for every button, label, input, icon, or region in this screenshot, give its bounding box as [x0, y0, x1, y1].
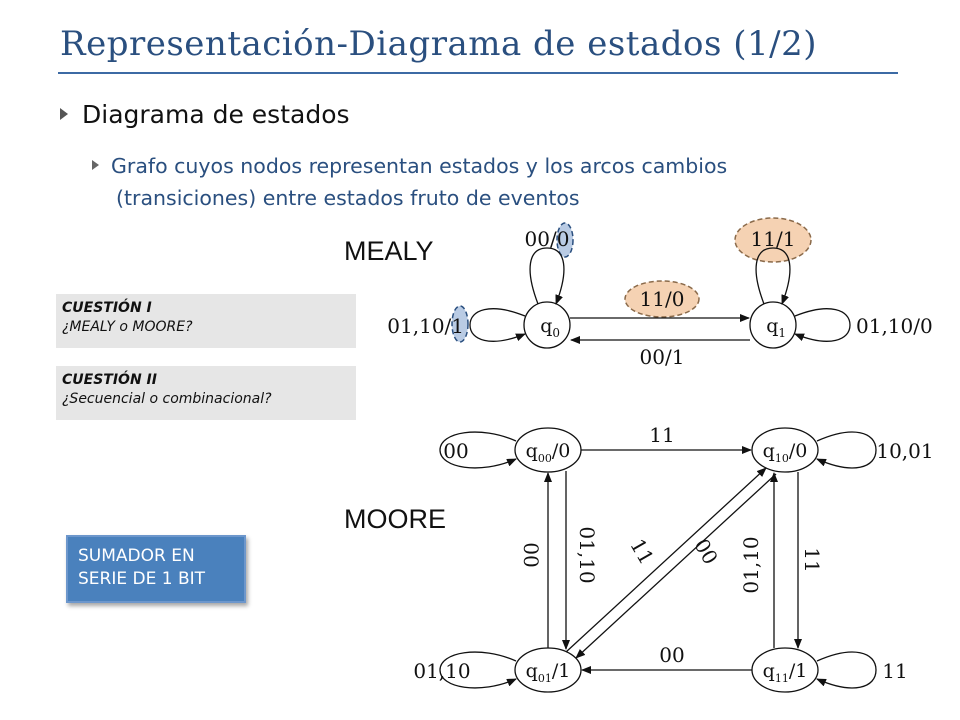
moore-q10-q11-label: 11 — [800, 547, 824, 573]
sumador-line1: SUMADOR EN — [78, 546, 195, 566]
bullet-main-text: Diagrama de estados — [82, 100, 350, 129]
moore-q10-self-label: 10,01 — [876, 439, 934, 463]
loop-q0-top — [530, 248, 564, 304]
moore-label: MOORE — [344, 504, 447, 534]
mealy-q1-self-top-label: 11/1 — [750, 227, 796, 251]
state-q10-label: $q_{10}/0$ — [762, 440, 808, 465]
mealy-q1-q0-label: 00/1 — [639, 345, 685, 369]
moore-q00-self-label: 00 — [443, 439, 469, 463]
mealy-q1-self-right-label: 01,10/0 — [856, 314, 933, 338]
bullet-sub-line2: (transiciones) entre estados fruto de eventos — [116, 186, 580, 210]
loop-q1-right — [795, 309, 850, 342]
slide-title: Representación-Diagrama de estados (1/2) — [60, 24, 817, 64]
loop-q10 — [817, 432, 876, 468]
mealy-q0-self-left-label: 01,10/1 — [387, 314, 464, 338]
moore-q11-q10-label: 01,10 — [739, 536, 763, 594]
mealy-q0-self-top-label: 00/0 — [524, 227, 570, 251]
mealy-label: MEALY — [344, 236, 434, 266]
state-q00-label: $q_{00}/0$ — [525, 440, 571, 465]
moore-q00-q01-label: 01,10 — [575, 526, 599, 584]
moore-q01-q10-label: 11 — [625, 534, 659, 569]
sumador-line2: SERIE DE 1 BIT — [78, 569, 206, 589]
moore-q10-q01-label: 00 — [689, 534, 723, 569]
moore-q11-self-label: 11 — [882, 659, 908, 683]
moore-q11-q01-label: 00 — [659, 643, 685, 667]
loop-q11 — [817, 652, 876, 688]
bullet-sub-line1: Grafo cuyos nodos representan estados y los arcos cambios — [111, 154, 728, 178]
question-text: ¿MEALY o MOORE? — [62, 319, 193, 335]
state-q1-label: $q_1$ — [766, 315, 786, 340]
loop-q0-left — [470, 309, 525, 342]
state-q01-label: $q_{01}/1$ — [525, 660, 571, 685]
question-title: CUESTIÓN II — [62, 372, 157, 388]
moore-q00-q10-label: 11 — [649, 423, 675, 447]
moore-q01-self-label: 01,10 — [413, 659, 471, 683]
question-text: ¿Secuencial o combinacional? — [62, 391, 272, 407]
moore-q01-q00-label: 00 — [519, 542, 543, 568]
state-q11-label: $q_{11}/1$ — [762, 660, 808, 685]
mealy-q0-q1-label: 11/0 — [639, 287, 685, 311]
question-title: CUESTIÓN I — [62, 300, 152, 316]
state-q0-label: $q_0$ — [540, 315, 560, 340]
